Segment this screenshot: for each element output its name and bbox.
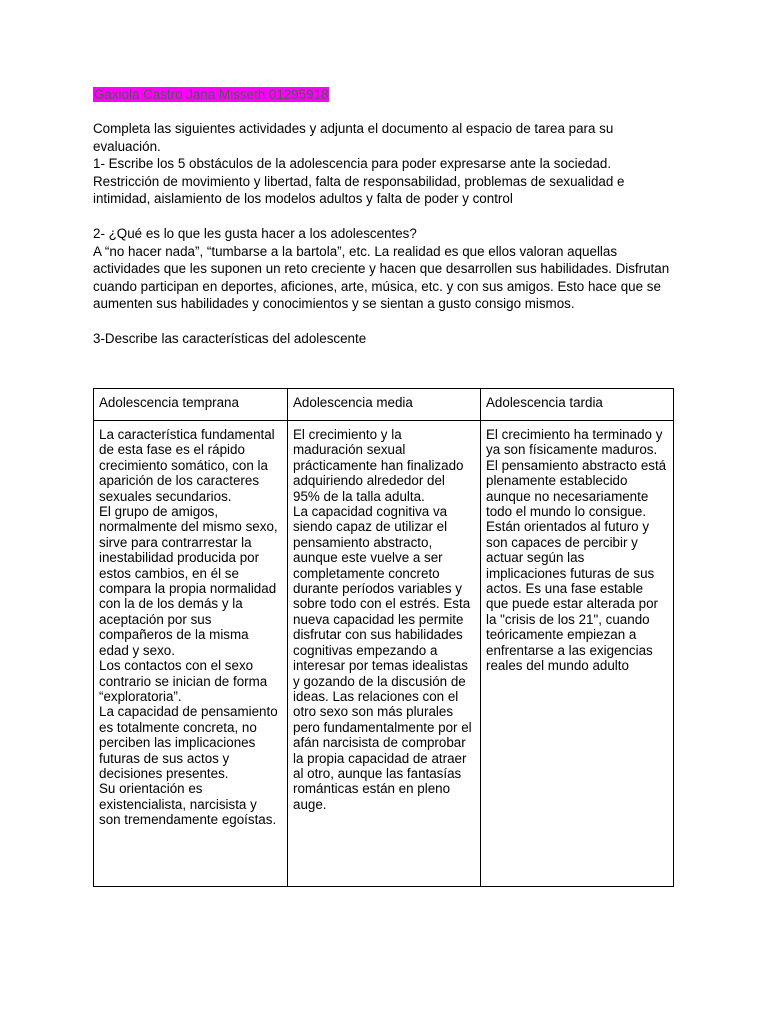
cell-late-adolescence	[481, 421, 674, 887]
cell-early-text: La característica fundamental de esta fase es el rápido crecimiento somático, con la aparición de los caracteres sexuales secundarios. El grupo de amigos, normalmente del mismo sexo, sirve para contrarrestar la inestabilidad producida por estos cambios, en él se compara la propia normalidad con la de los demás y la aceptación por sus compañeros de la misma edad y sexo. Los contactos con el sexo contrario se inician de forma “exploratoria”. La capacidad de pensamiento es totalmente concreta, no perciben las implicaciones futuras de sus actos y decisiones presentes. Su orientación es existencialista, narcisista y son tremendamente egoístas.	[99, 427, 278, 828]
question-3: 3-Describe las características del adolescente	[93, 331, 367, 346]
question-2: 2- ¿Qué es lo que les gusta hacer a los adolescentes?	[93, 226, 417, 241]
cell-middle-text: El crecimiento y la maduración sexual prácticamente han finalizado adquiriendo alrededor del 95% de la talla adulta. La capacidad cognitiva va siendo capaz de utilizar el pensamiento abstracto, aunque este vuelve a ser completamente concreto durante períodos variables y sobre todo con el estrés. Esta nueva capacidad les permite disfrutar con sus habilidades cognitivas empezando a interesar por temas idealistas y gozando de la discusión de ideas. Las relaciones con el otro sexo son más plurales pero fundamentalmente por el afán narcisista de comprobar la propia capacidad de atraer al otro, aunque las fantasías románticas están en pleno auge.	[293, 427, 472, 812]
header-middle-adolescence: Adolescencia media	[288, 389, 481, 421]
characteristics-table	[93, 388, 674, 887]
spacer	[93, 208, 678, 226]
cell-middle-adolescence	[288, 421, 481, 887]
student-header	[93, 86, 678, 104]
answer-2: A “no hacer nada”, “tumbarse a la bartola”, etc. La realidad es que ellos valoran aquellas actividades que les suponen un reto creciente y hacen que desarrollen sus habilidades. Disfrutan cuando participan en deportes, aficiones, arte, música, etc. y con sus amigos. Esto hace que se aumenten sus habilidades y conocimientos y se sientan a gusto consigo mismos.	[93, 243, 670, 311]
instructions-text: Completa las siguientes actividades y adjunta el documento al espacio de tarea para su evaluación.	[93, 121, 614, 154]
header-late-adolescence: Adolescencia tardia	[481, 389, 674, 421]
header-early-adolescence: Adolescencia temprana	[94, 389, 288, 421]
table-header-row	[94, 389, 674, 421]
document-page	[93, 86, 678, 348]
student-name-highlight: Gaxiola Castro Jana Misseth 01295918	[94, 87, 329, 102]
cell-early-adolescence	[94, 421, 288, 887]
spacer	[93, 313, 678, 331]
answer-1: Restricción de movimiento y libertad, falta de responsabilidad, problemas de sexualidad e intimidad, aislamiento de los modelos adultos y falta de poder y control	[93, 173, 625, 206]
table-row	[94, 421, 674, 887]
question-1: 1- Escribe los 5 obstáculos de la adolescencia para poder expresarse ante la sociedad.	[93, 156, 612, 171]
cell-late-text: El crecimiento ha terminado y ya son físicamente maduros. El pensamiento abstracto está plenamente establecido aunque no necesariamente todo el mundo lo consigue. Están orientados al futuro y son capaces de percibir y actuar según las implicaciones futuras de sus actos. Es una fase estable que puede estar alterada por la "crisis de los 21", cuando teóricamente empiezan a enfrentarse a las exigencias reales del mundo adulto	[486, 427, 667, 674]
